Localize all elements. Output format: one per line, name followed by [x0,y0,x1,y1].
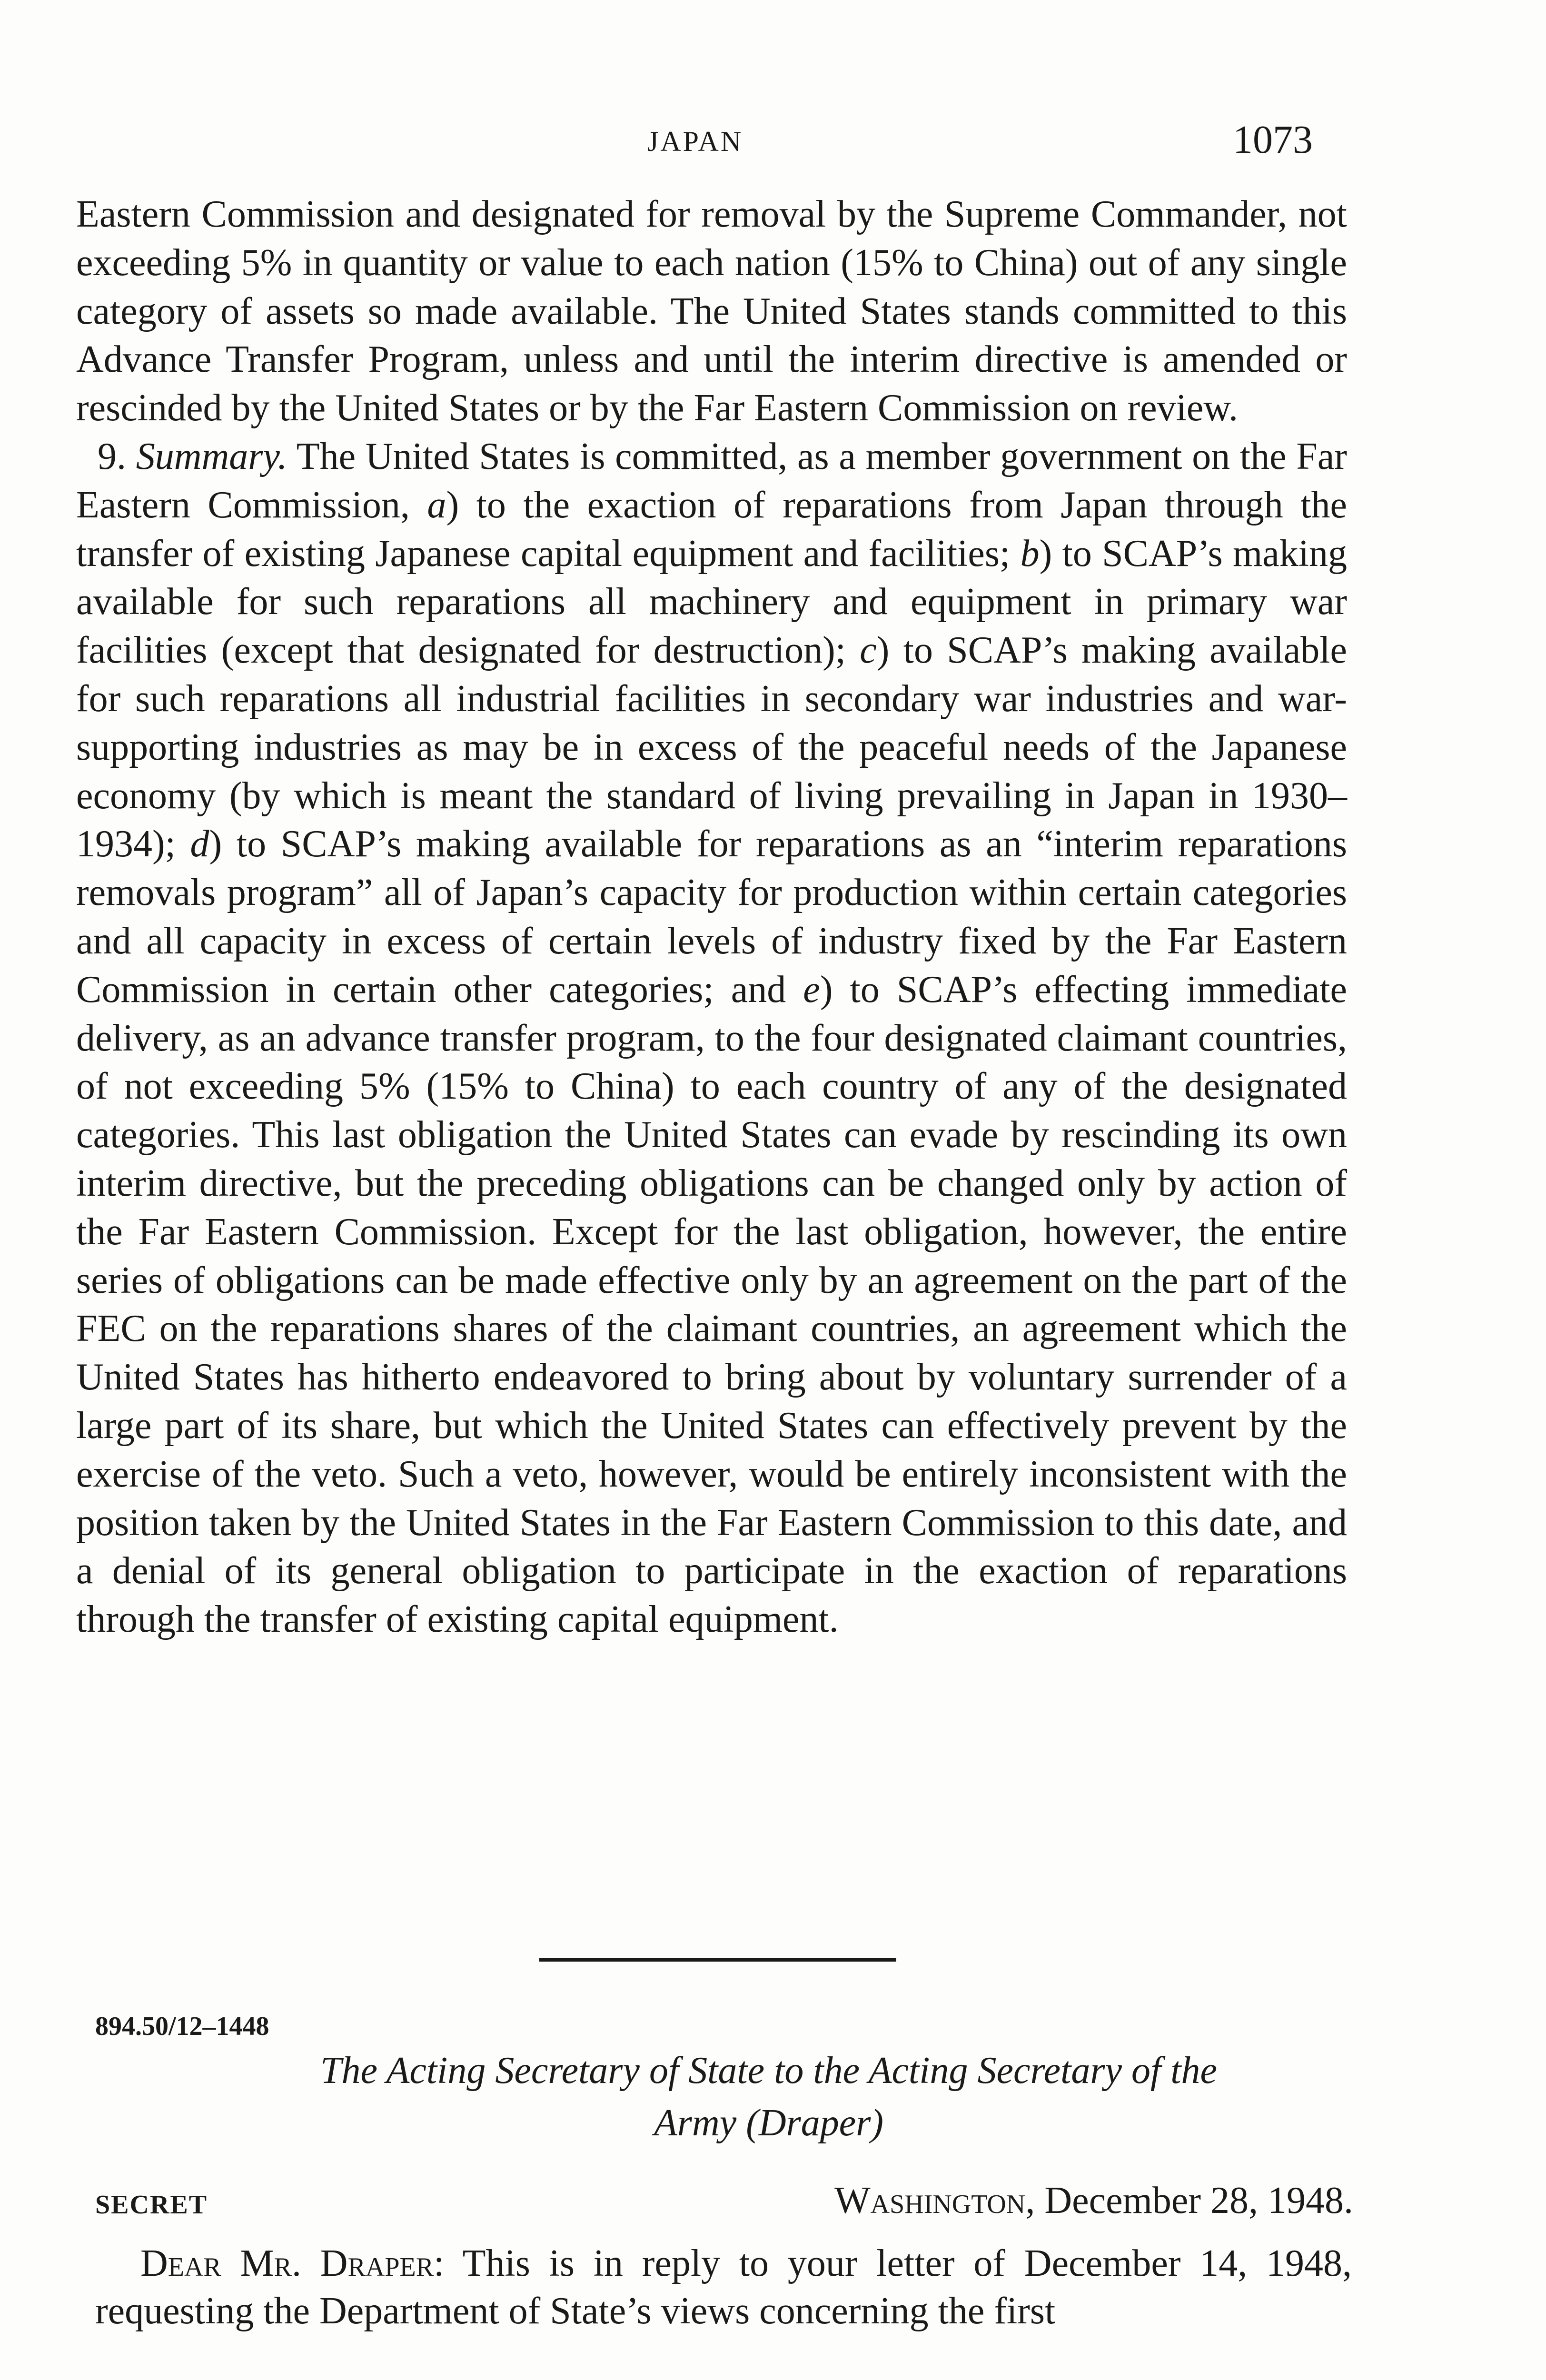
classification-label: SECRET [95,2190,208,2220]
heading-draper: (Draper) [746,2102,884,2144]
salutation: Dear Mr. Draper [140,2242,434,2284]
list-marker-e: e [803,968,820,1011]
running-head [0,117,1546,162]
list-marker-d: d [190,823,209,865]
summary-text: ) to SCAP’s making available for such reparations all industrial facilities in secondary war industries and war-supporting industries as may be in excess of the peaceful needs of the Japanese economy (by which is meant the standard of living prevailing in Japan in 1930–1934); [76,629,1347,865]
dateline-place: Washington [834,2180,1026,2221]
dateline-date: , December 28, 1948. [1025,2180,1353,2221]
running-title: JAPAN [647,126,743,157]
summary-paragraph [76,433,1347,1644]
letter-paragraph [95,2240,1352,2335]
body-text [76,190,1347,1644]
summary-text: ) to SCAP’s making available for reparations as an “interim reparations removals program” all of Japan’s capacity for production within certain categories and all capacity in excess of certain levels of industry fixed by the Far Eastern Commission in certain other categories; and [76,823,1347,1011]
heading-line-1: The Acting Secretary of State to the Acting Secretary of the [320,2050,1217,2092]
letter-text: : This is in reply to your letter of December 14, 1948, requesting the Department of State’s views concerning the first [95,2242,1352,2332]
paragraph-heading: Summary. [136,435,287,477]
summary-text: The United States is committed, as a member government on the Far Eastern Commission, [76,435,1348,526]
file-number: 894.50/12–1448 [95,2012,269,2041]
heading-army: Army [654,2102,737,2144]
paragraph-number: 9. [98,435,126,477]
continuation-paragraph: Eastern Commission and designated for removal by the Supreme Commander, not exceeding 5% in quantity or value to each nation (15% to China) out of any single category of assets so made available. The United States stands committed to this Advance Transfer Program, unless and until the interim directive is amended or rescinded by the United States or by the Far Eastern Commission on review. [76,193,1347,429]
summary-text: ) to SCAP’s making available for such reparations all machinery and equipment in primary war facilities (except that designated for destruction); [76,532,1347,672]
dateline [834,2179,1353,2222]
list-marker-a: a [427,484,446,526]
list-marker-c: c [860,629,877,672]
heading-line-2 [114,2097,1423,2149]
list-marker-b: b [1020,532,1040,575]
document-heading [114,2044,1423,2149]
section-divider [539,1958,896,1962]
summary-text: ) to the exaction of reparations from Japan through the transfer of existing Japanese capital equipment and facilities; [76,484,1347,575]
page-number: 1073 [1233,118,1313,162]
letter-body [95,2240,1352,2335]
summary-text: ) to SCAP’s effecting immediate delivery, as an advance transfer program, to the four designated claimant countries, of not exceeding 5% (15% to China) to each country of any of the designated categories. This last obligation the United States can evade by rescinding its own interim directive, but the preceding obligations can be changed only by action of the Far Eastern Commission. Except for the last obligation, however, the entire series of obligations can be made effective only by an agreement on the part of the FEC on the reparations shares of the claimant countries, an agreement which the United States has hitherto endeavored to bring about by voluntary surrender of a large part of its share, but which the United States can effectively prevent by the exercise of the veto. Such a veto, however, would be entirely inconsistent with the position taken by the United States in the Far Eastern Commission to this date, and a denial of its general obligation to participate in the exaction of reparations through the transfer of existing capital equipment. [76,968,1347,1641]
